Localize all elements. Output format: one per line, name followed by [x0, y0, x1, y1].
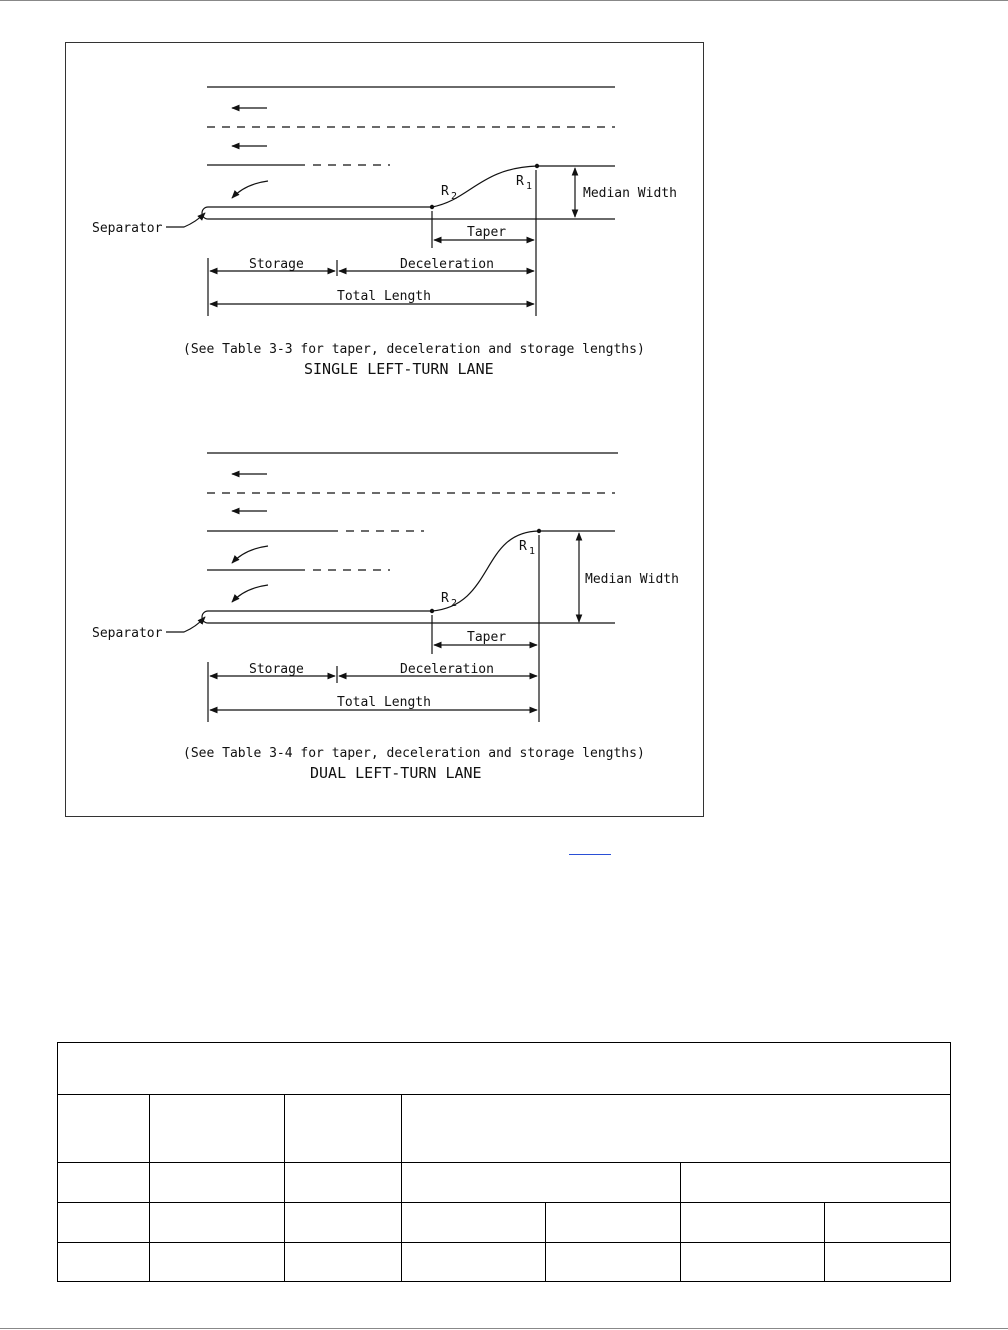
r1-label: R — [519, 539, 527, 554]
dual-left-turn-diagram — [92, 453, 679, 782]
table-cell — [150, 1095, 285, 1163]
table-cell — [58, 1163, 150, 1203]
lane-length-table — [57, 1042, 951, 1282]
deceleration-label: Deceleration — [400, 662, 494, 677]
table-row — [58, 1203, 951, 1243]
left-turn-arrow-icon — [232, 585, 268, 602]
table-cell — [402, 1243, 546, 1282]
r1-point — [535, 164, 539, 168]
table-cell — [58, 1043, 951, 1095]
median-width-label: Median Width — [583, 186, 677, 201]
table-cell — [150, 1243, 285, 1282]
left-turn-arrow-icon — [232, 181, 268, 198]
table-cell — [285, 1163, 402, 1203]
table-cell — [285, 1095, 402, 1163]
table-cell — [681, 1163, 951, 1203]
figure-title: SINGLE LEFT-TURN LANE — [304, 360, 494, 378]
single-left-turn-diagram — [92, 87, 677, 378]
table-cell — [825, 1203, 951, 1243]
separator-leader — [166, 617, 205, 632]
r2-label: R — [441, 591, 449, 606]
separator-leader — [166, 213, 205, 227]
figure-title: DUAL LEFT-TURN LANE — [310, 764, 482, 782]
table-cell — [825, 1243, 951, 1282]
figure-note: (See Table 3-3 for taper, deceleration and storage lengths) — [183, 342, 645, 357]
left-turn-arrow-icon — [232, 546, 268, 563]
deceleration-label: Deceleration — [400, 257, 494, 272]
r2-subscript: 2 — [451, 191, 458, 202]
table-title-row — [58, 1043, 951, 1095]
separator-shape — [202, 611, 615, 623]
table-cell — [402, 1163, 681, 1203]
total-length-label: Total Length — [337, 289, 431, 304]
figure-note: (See Table 3-4 for taper, deceleration and storage lengths) — [183, 746, 645, 761]
table-cell — [546, 1243, 681, 1282]
taper-label: Taper — [467, 225, 507, 240]
storage-label: Storage — [249, 257, 304, 272]
r2-subscript: 2 — [451, 598, 458, 609]
r1-subscript: 1 — [529, 546, 536, 557]
table-cell — [402, 1095, 951, 1163]
table-cell — [285, 1243, 402, 1282]
table-header-row — [58, 1095, 951, 1163]
table-cell — [681, 1243, 825, 1282]
table-cell — [402, 1203, 546, 1243]
separator-label: Separator — [92, 626, 163, 641]
separator-shape — [202, 207, 615, 219]
total-length-label: Total Length — [337, 695, 431, 710]
r2-label: R — [441, 184, 449, 199]
bottom-rule — [0, 1328, 1008, 1329]
table-cell — [58, 1095, 150, 1163]
table-cell — [546, 1203, 681, 1243]
table-cell — [150, 1203, 285, 1243]
taper-label: Taper — [467, 630, 507, 645]
table-cell — [150, 1163, 285, 1203]
r1-point — [537, 529, 541, 533]
table-cell — [58, 1243, 150, 1282]
separator-label: Separator — [92, 221, 163, 236]
median-width-label: Median Width — [585, 572, 679, 587]
table-cell — [58, 1203, 150, 1243]
storage-label: Storage — [249, 662, 304, 677]
table-subheader-row — [58, 1163, 951, 1203]
r1-subscript: 1 — [526, 181, 533, 192]
table-cell — [285, 1203, 402, 1243]
table-cell — [681, 1203, 825, 1243]
table-row — [58, 1243, 951, 1282]
r1-label: R — [516, 174, 524, 189]
figure-source-link[interactable] — [569, 840, 611, 855]
